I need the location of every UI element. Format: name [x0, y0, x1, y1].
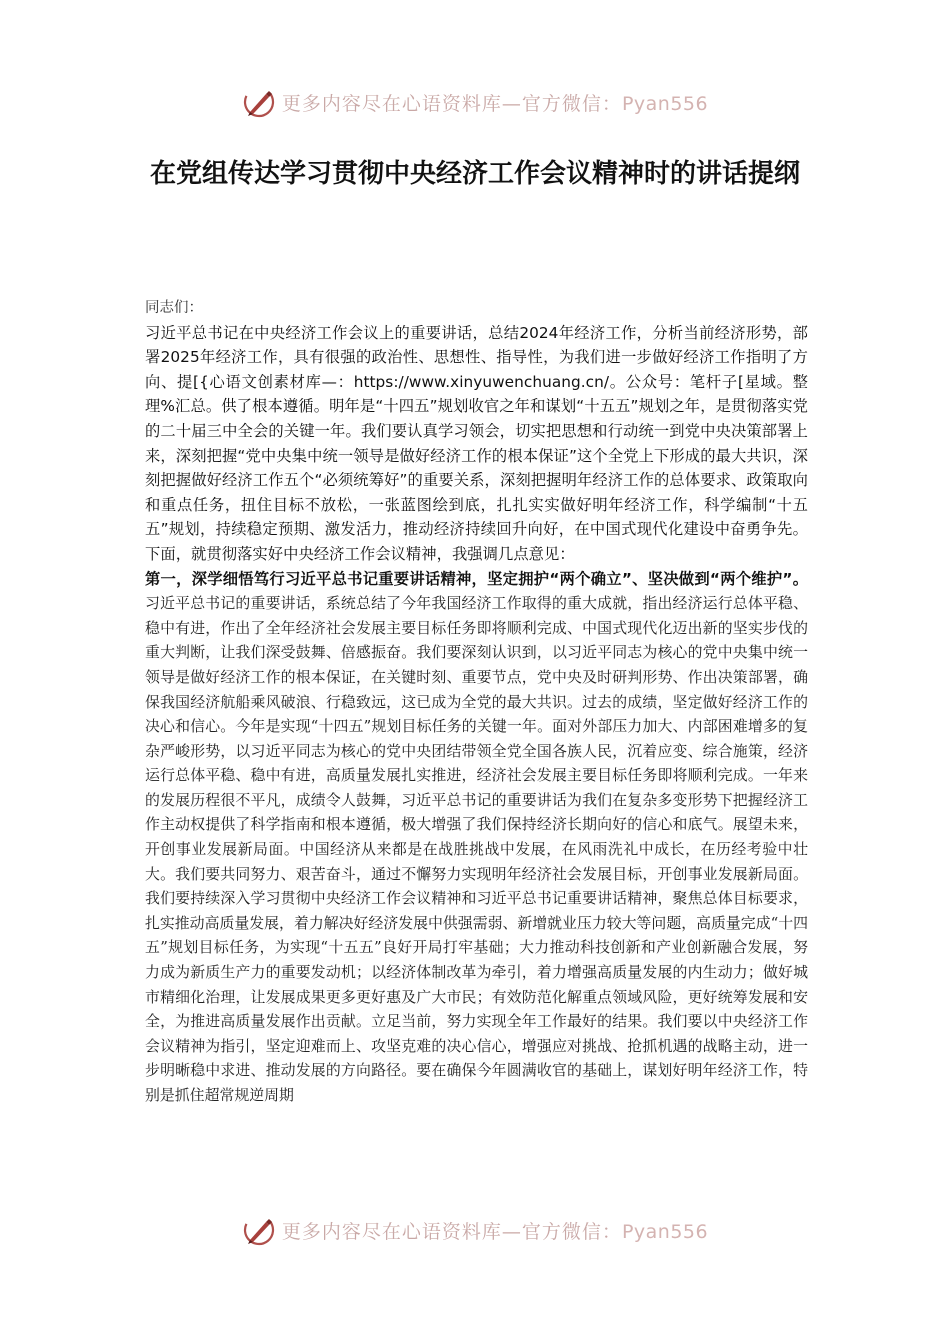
watermark-text: [282, 89, 708, 116]
watermark-handle: Pyan556: [621, 92, 709, 115]
watermark-separator: —: [501, 92, 522, 115]
pen-logo-icon: [242, 85, 276, 119]
watermark-text: [282, 1217, 708, 1244]
salutation: 同志们：: [145, 300, 203, 316]
section-1-heading: 第一，深学细悟笃行习近平总书记重要讲话精神，坚定拥护“两个确立”、坚决做到“两个维护”。: [145, 569, 808, 588]
document-body: [145, 296, 808, 1108]
section-1-body: 习近平总书记的重要讲话，系统总结了今年我国经济工作取得的重大成就，指出经济运行总体平稳、稳中有进，作出了全年经济社会发展主要目标任务即将顺利完成、中国式现代化迈出新的坚实步伐的重大判断，让我们深受鼓舞、倍感振奋。我们要深刻认识到，以习近平同志为核心的党中央集中统一领导是做好经济工作的根本保证，在关键时刻、重要节点，党中央及时研判形势、作出决策部署，确保我国经济航船乘风破浪、行稳致远，这已成为全党的最大共识。过去的成绩，坚定做好经济工作的决心和信心。今年是实现“十四五”规划目标任务的关键一年。面对外部压力加大、内部困难增多的复杂严峻形势，以习近平同志为核心的党中央团结带领全党全国各族人民，沉着应变、综合施策，经济运行总体平稳、稳中有进，高质量发展扎实推进，经济社会发展主要目标任务即将顺利完成。一年来的发展历程很不平凡，成绩令人鼓舞，习近平总书记的重要讲话为我们在复杂多变形势下把握经济工作主动权提供了科学指南和根本遵循，极大增强了我们保持经济长期向好的信心和底气。展望未来，开创事业发展新局面。中国经济从来都是在战胜挑战中发展，在风雨洗礼中成长，在历经考验中壮大。我们要共同努力、艰苦奋斗，通过不懈努力实现明年经济社会发展目标，开创事业发展新局面。我们要持续深入学习贯彻中央经济工作会议精神和习近平总书记重要讲话精神，聚焦总体目标要求，扎实推动高质量发展，着力解决好经济发展中供强需弱、新增就业压力较大等问题，高质量完成“十四五”规划目标任务，为实现“十五五”良好开局打牢基础；大力推动科技创新和产业创新融合发展，努力成为新质生产力的重要发动机；以经济体制改革为牵引，着力增强高质量发展的内生动力；做好城市精细化治理，让发展成果更多更好惠及广大市民；有效防范化解重点领域风险，更好统筹发展和安全，为推进高质量发展作出贡献。立足当前，努力实现全年工作最好的结果。我们要以中央经济工作会议精神为指引，坚定迎难而上、攻坚克难的决心信心，增强应对挑战、抢抓机遇的战略主动，进一步明晰稳中求进、推动发展的方向路径。要在确保今年圆满收官的基础上，谋划好明年经济工作，特别是抓住超常规逆周期: [145, 594, 808, 1104]
footer-watermark: [0, 1210, 950, 1250]
watermark-label: 官方微信：: [521, 92, 622, 115]
watermark-main-text: 更多内容尽在心语资料库: [281, 1220, 502, 1243]
section-1-paragraph: [145, 567, 808, 1108]
watermark-main-text: 更多内容尽在心语资料库: [281, 92, 502, 115]
header-watermark: [0, 82, 950, 122]
watermark-handle: Pyan556: [621, 1220, 709, 1243]
pen-logo-icon: [242, 1213, 276, 1247]
watermark-separator: —: [501, 1220, 522, 1243]
document-title: 在党组传达学习贯彻中央经济工作会议精神时的讲话提纲: [149, 159, 800, 189]
intro-paragraph: 习近平总书记在中央经济工作会议上的重要讲话，总结2024年经济工作，分析当前经济形势，部署2025年经济工作，具有很强的政治性、思想性、指导性，为我们进一步做好经济工作指明了方向、提[{心语文创素材库—：https://www.xinyuwenchuang.cn/。公众号：笔杆子[星域。整理%汇总。供了根本遵循。明年是“十四五”规划收官之年和谋划“十五五”规划之年，是贯彻落实党的二十届三中全会的关键一年。我们要认真学习领会，切实把思想和行动统一到党中央决策部署上来，深刻把握“党中央集中统一领导是做好经济工作的根本保证”这个全党上下形成的最大共识，深刻把握做好经济工作五个“必须统筹好”的重要关系，深刻把握明年经济工作的总体要求、政策取向和重点任务，扭住目标不放松，一张蓝图绘到底，扎扎实实做好明年经济工作，科学编制“十五五”规划，持续稳定预期、激发活力，推动经济持续回升向好，在中国式现代化建设中奋勇争先。下面，就贯彻落实好中央经济工作会议精神，我强调几点意见：: [145, 323, 808, 563]
watermark-label: 官方微信：: [521, 1220, 622, 1243]
